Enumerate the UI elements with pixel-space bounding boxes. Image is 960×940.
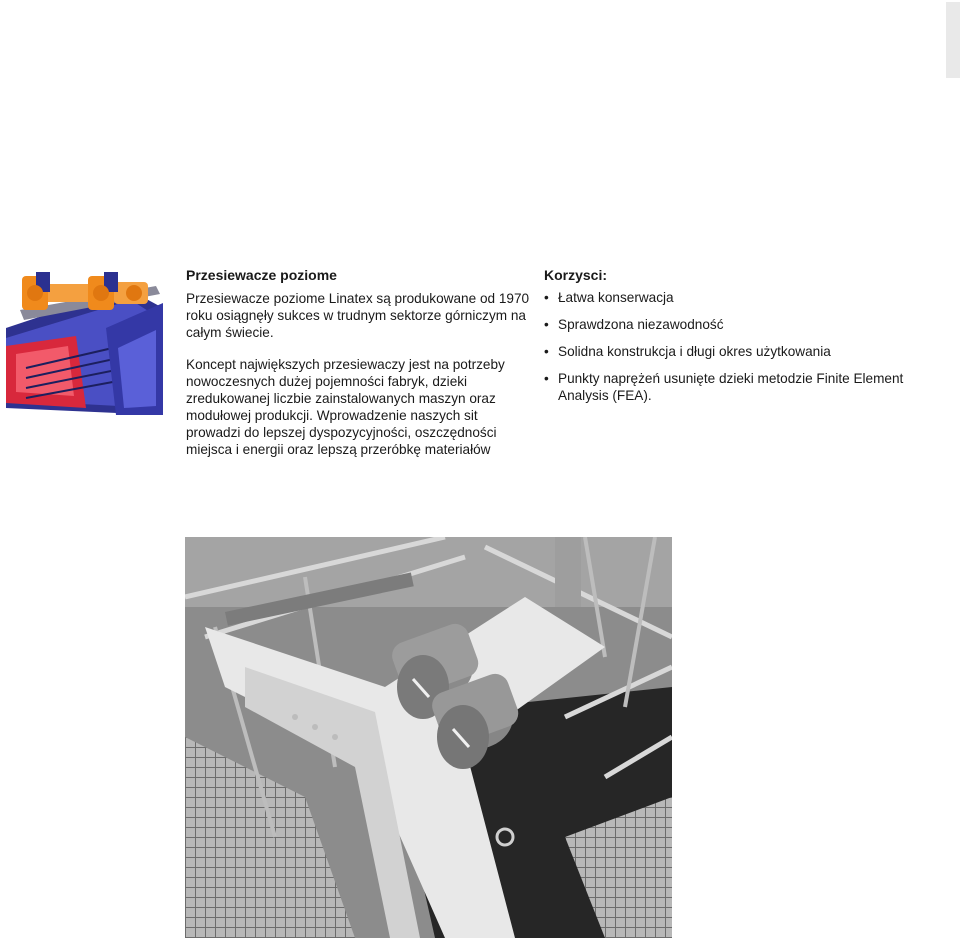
benefits-heading: Korzysci: xyxy=(544,267,608,283)
benefits-list xyxy=(544,289,944,404)
benefit-text: Solidna konstrukcja i długi okres użytkowania xyxy=(558,344,831,359)
list-item xyxy=(544,370,944,404)
bullet-icon: • xyxy=(544,290,549,305)
section-title: Przesiewacze poziome xyxy=(186,267,337,283)
screen-product-image xyxy=(6,268,163,415)
bullet-icon: • xyxy=(544,317,549,332)
bullet-icon: • xyxy=(544,371,549,386)
page-corner-tab xyxy=(946,2,960,78)
bullet-icon: • xyxy=(544,344,549,359)
benefit-text: Sprawdzona niezawodność xyxy=(558,317,724,332)
description-column xyxy=(186,266,531,473)
list-item xyxy=(544,316,944,333)
list-item xyxy=(544,289,944,306)
benefit-text: Łatwa konserwacja xyxy=(558,290,674,305)
benefits-column xyxy=(544,266,944,414)
benefit-text: Punkty naprężeń usunięte dzieki metodzie Finite Element Analysis (FEA). xyxy=(558,371,904,403)
installation-photo xyxy=(185,537,672,938)
intro-paragraph: Przesiewacze poziome Linatex są produkowane od 1970 roku osiągnęły sukces w trudnym sektorze górniczym na całym świecie. xyxy=(186,291,530,340)
list-item xyxy=(544,343,944,360)
concept-paragraph: Koncept największych przesiewaczy jest na potrzeby nowoczesnych dużej pojemności fabryk, dzieki zredukowanej liczbie zainstalowanych maszyn oraz modułowej produkcji. Wprowadzenie naszych sit prowadzi do lepszej dyspozycyjności, oszczędności miejsca i energii oraz lepszą przeróbkę materiałów xyxy=(186,357,505,457)
